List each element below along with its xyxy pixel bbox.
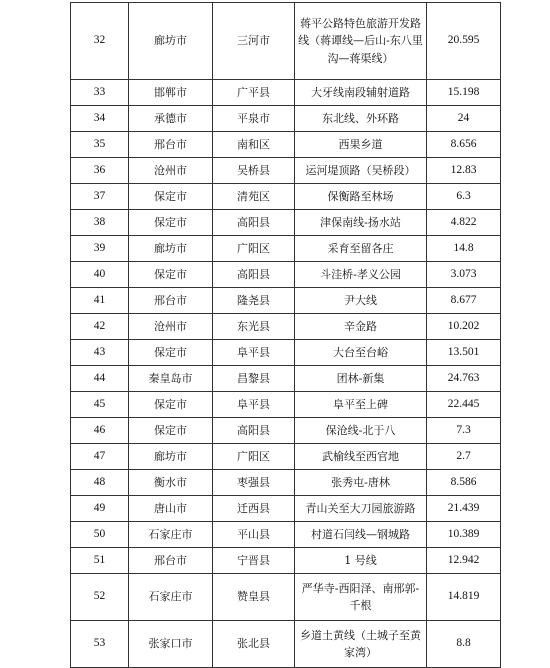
county-cell: 高阳县 (213, 418, 295, 444)
city-cell: 廊坊市 (129, 236, 213, 262)
length-cell: 8.656 (427, 132, 501, 158)
city-cell: 衡水市 (129, 470, 213, 496)
route-name-cell: 运河堤顶路（吴桥段） (295, 158, 427, 184)
length-cell: 15.198 (427, 80, 501, 106)
length-cell: 21.439 (427, 496, 501, 522)
route-table (70, 2, 501, 668)
city-cell: 保定市 (129, 210, 213, 236)
length-cell: 20.595 (427, 3, 501, 80)
row-number-cell: 38 (71, 210, 129, 236)
table-row (71, 184, 501, 210)
table-row (71, 366, 501, 392)
table-row (71, 574, 501, 621)
length-cell: 7.3 (427, 418, 501, 444)
county-cell: 赞皇县 (213, 574, 295, 621)
length-cell: 10.389 (427, 522, 501, 548)
row-number-cell: 48 (71, 470, 129, 496)
county-cell: 广阳区 (213, 236, 295, 262)
county-cell: 阜平县 (213, 340, 295, 366)
length-cell: 10.202 (427, 314, 501, 340)
city-cell: 秦皇岛市 (129, 366, 213, 392)
city-cell: 沧州市 (129, 314, 213, 340)
route-name-cell: 西果乡道 (295, 132, 427, 158)
row-number-cell: 45 (71, 392, 129, 418)
route-name-cell: 斗洼桥-孝义公园 (295, 262, 427, 288)
county-cell: 东光县 (213, 314, 295, 340)
table-row (71, 392, 501, 418)
county-cell: 枣强县 (213, 470, 295, 496)
city-cell: 保定市 (129, 418, 213, 444)
county-cell: 迁西县 (213, 496, 295, 522)
length-cell: 6.3 (427, 184, 501, 210)
city-cell: 保定市 (129, 340, 213, 366)
county-cell: 吴桥县 (213, 158, 295, 184)
city-cell: 保定市 (129, 392, 213, 418)
length-cell: 12.83 (427, 158, 501, 184)
row-number-cell: 44 (71, 366, 129, 392)
county-cell: 隆尧县 (213, 288, 295, 314)
route-name-cell: 村道石闫线—钢城路 (295, 522, 427, 548)
table-row (71, 496, 501, 522)
table-row (71, 418, 501, 444)
route-name-cell: 采育至留各庄 (295, 236, 427, 262)
table-row (71, 262, 501, 288)
city-cell: 唐山市 (129, 496, 213, 522)
county-cell: 阜平县 (213, 392, 295, 418)
table-row (71, 236, 501, 262)
table-row (71, 210, 501, 236)
route-name-cell: 尹大线 (295, 288, 427, 314)
city-cell: 石家庄市 (129, 574, 213, 621)
route-name-cell: 保衡路至林场 (295, 184, 427, 210)
city-cell: 邢台市 (129, 132, 213, 158)
row-number-cell: 40 (71, 262, 129, 288)
route-name-cell: 津保南线-扬水站 (295, 210, 427, 236)
table-row (71, 132, 501, 158)
table-row (71, 548, 501, 574)
route-name-cell: 张秀屯-唐林 (295, 470, 427, 496)
length-cell: 4.822 (427, 210, 501, 236)
route-name-cell: 武榆线至西官地 (295, 444, 427, 470)
city-cell: 沧州市 (129, 158, 213, 184)
row-number-cell: 35 (71, 132, 129, 158)
row-number-cell: 37 (71, 184, 129, 210)
table-row (71, 314, 501, 340)
length-cell: 14.819 (427, 574, 501, 621)
length-cell: 8.677 (427, 288, 501, 314)
city-cell: 承德市 (129, 106, 213, 132)
route-name-cell: 青山关至大刀园旅游路 (295, 496, 427, 522)
row-number-cell: 33 (71, 80, 129, 106)
city-cell: 廊坊市 (129, 444, 213, 470)
county-cell: 广平县 (213, 80, 295, 106)
table-row (71, 522, 501, 548)
table-row (71, 621, 501, 668)
table-row (71, 470, 501, 496)
length-cell: 8.8 (427, 621, 501, 668)
row-number-cell: 32 (71, 3, 129, 80)
county-cell: 张北县 (213, 621, 295, 668)
route-name-cell: 1 号线 (295, 548, 427, 574)
row-number-cell: 34 (71, 106, 129, 132)
route-name-cell: 大台至台峪 (295, 340, 427, 366)
table-row (71, 106, 501, 132)
length-cell: 22.445 (427, 392, 501, 418)
route-name-cell: 严华寺-西阳泽、南邢郭-千根 (295, 574, 427, 621)
route-name-cell: 团林-新集 (295, 366, 427, 392)
route-name-cell: 东北线、外环路 (295, 106, 427, 132)
row-number-cell: 43 (71, 340, 129, 366)
county-cell: 平泉市 (213, 106, 295, 132)
table-row (71, 158, 501, 184)
row-number-cell: 50 (71, 522, 129, 548)
length-cell: 14.8 (427, 236, 501, 262)
row-number-cell: 51 (71, 548, 129, 574)
city-cell: 邢台市 (129, 288, 213, 314)
route-name-cell: 大牙线南段辅射道路 (295, 80, 427, 106)
route-name-cell: 辛金路 (295, 314, 427, 340)
county-cell: 昌黎县 (213, 366, 295, 392)
table-row (71, 340, 501, 366)
route-table-body (71, 3, 501, 668)
length-cell: 2.7 (427, 444, 501, 470)
county-cell: 高阳县 (213, 210, 295, 236)
table-row (71, 3, 501, 80)
row-number-cell: 53 (71, 621, 129, 668)
county-cell: 清苑区 (213, 184, 295, 210)
length-cell: 12.942 (427, 548, 501, 574)
county-cell: 高阳县 (213, 262, 295, 288)
county-cell: 广阳区 (213, 444, 295, 470)
county-cell: 平山县 (213, 522, 295, 548)
row-number-cell: 46 (71, 418, 129, 444)
city-cell: 保定市 (129, 184, 213, 210)
city-cell: 廊坊市 (129, 3, 213, 80)
length-cell: 24 (427, 106, 501, 132)
table-row (71, 444, 501, 470)
route-name-cell: 蒋平公路特色旅游开发路线（蒋谭线—后山-东八里沟—蒋渠线） (295, 3, 427, 80)
row-number-cell: 42 (71, 314, 129, 340)
length-cell: 3.073 (427, 262, 501, 288)
city-cell: 邯郸市 (129, 80, 213, 106)
length-cell: 13.501 (427, 340, 501, 366)
row-number-cell: 36 (71, 158, 129, 184)
route-name-cell: 阜平至上碑 (295, 392, 427, 418)
row-number-cell: 41 (71, 288, 129, 314)
table-row (71, 288, 501, 314)
city-cell: 石家庄市 (129, 522, 213, 548)
route-name-cell: 保沧线-北于八 (295, 418, 427, 444)
county-cell: 南和区 (213, 132, 295, 158)
table-row (71, 80, 501, 106)
row-number-cell: 49 (71, 496, 129, 522)
city-cell: 张家口市 (129, 621, 213, 668)
row-number-cell: 47 (71, 444, 129, 470)
row-number-cell: 52 (71, 574, 129, 621)
row-number-cell: 39 (71, 236, 129, 262)
county-cell: 三河市 (213, 3, 295, 80)
route-name-cell: 乡道土黄线（土城子至黄家湾） (295, 621, 427, 668)
length-cell: 8.586 (427, 470, 501, 496)
city-cell: 保定市 (129, 262, 213, 288)
city-cell: 邢台市 (129, 548, 213, 574)
length-cell: 24.763 (427, 366, 501, 392)
county-cell: 宁晋县 (213, 548, 295, 574)
